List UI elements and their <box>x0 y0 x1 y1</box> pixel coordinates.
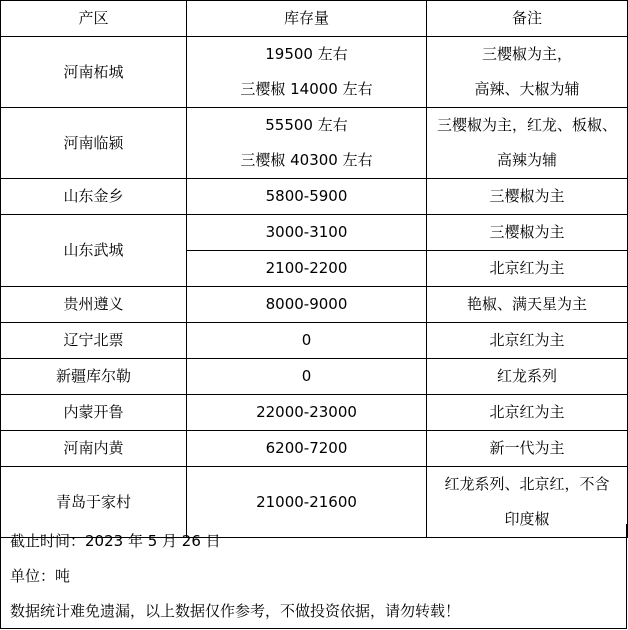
note-line: 高辣、大椒为辅 <box>474 80 580 98</box>
stock-cell: 8000-9000 <box>187 287 427 323</box>
note-cell: 北京红为主 <box>427 395 628 431</box>
region-cell: 河南柘城 <box>1 37 187 108</box>
stock-cell <box>187 37 427 108</box>
note-cell <box>427 37 628 108</box>
stock-cell: 6200-7200 <box>187 431 427 467</box>
stock-cell: 0 <box>187 323 427 359</box>
disclaimer-text: 数据统计难免遗漏，以上数据仅作参考，不做投资依据，请勿转载！ <box>10 602 461 620</box>
note-line: 红龙系列、北京红，不含 <box>444 475 610 493</box>
note-cell: 三樱椒为主 <box>427 215 628 251</box>
note-cell: 三樱椒为主 <box>427 179 628 215</box>
region-cell: 河南内黄 <box>1 431 187 467</box>
region-cell: 辽宁北票 <box>1 323 187 359</box>
stock-line: 55500 左右 <box>265 116 348 134</box>
table-row <box>1 37 628 108</box>
region-cell: 内蒙开鲁 <box>1 395 187 431</box>
table-row <box>1 359 628 395</box>
table-row <box>1 323 628 359</box>
note-line: 高辣为辅 <box>496 151 557 169</box>
table-row <box>1 287 628 323</box>
table-row <box>1 431 628 467</box>
stock-cell: 22000-23000 <box>187 395 427 431</box>
table-row <box>1 215 628 251</box>
note-cell: 北京红为主 <box>427 251 628 287</box>
region-cell: 青岛于家村 <box>1 467 187 538</box>
stock-cell: 2100-2200 <box>187 251 427 287</box>
region-cell: 河南临颍 <box>1 108 187 179</box>
note-line: 三樱椒为主， <box>481 45 572 63</box>
stock-cell: 5800-5900 <box>187 179 427 215</box>
table-row <box>1 108 628 179</box>
stock-cell: 21000-21600 <box>187 467 427 538</box>
region-cell: 山东金乡 <box>1 179 187 215</box>
note-cell: 艳椒、满天星为主 <box>427 287 628 323</box>
stock-cell <box>187 108 427 179</box>
stock-cell: 3000-3100 <box>187 215 427 251</box>
table-row <box>1 395 628 431</box>
note-cell: 北京红为主 <box>427 323 628 359</box>
region-cell: 新疆库尔勒 <box>1 359 187 395</box>
stock-cell: 0 <box>187 359 427 395</box>
header-row <box>1 1 628 37</box>
stock-line: 19500 左右 <box>265 45 348 63</box>
note-cell: 红龙系列 <box>427 359 628 395</box>
header-region: 产区 <box>1 1 187 37</box>
deadline-text: 截止时间：2023 年 5 月 26 日 <box>10 532 221 550</box>
stock-line: 三樱椒 40300 左右 <box>240 151 373 169</box>
footer-notes <box>0 524 627 629</box>
note-cell: 新一代为主 <box>427 431 628 467</box>
note-line: 三樱椒为主，红龙、板椒、 <box>436 116 617 134</box>
table-row <box>1 179 628 215</box>
stock-line: 三樱椒 14000 左右 <box>240 80 373 98</box>
header-note: 备注 <box>427 1 628 37</box>
header-stock: 库存量 <box>187 1 427 37</box>
region-cell: 山东武城 <box>1 215 187 287</box>
note-cell <box>427 108 628 179</box>
region-cell: 贵州遵义 <box>1 287 187 323</box>
unit-text: 单位：吨 <box>10 567 71 585</box>
note-line: 印度椒 <box>504 510 550 528</box>
